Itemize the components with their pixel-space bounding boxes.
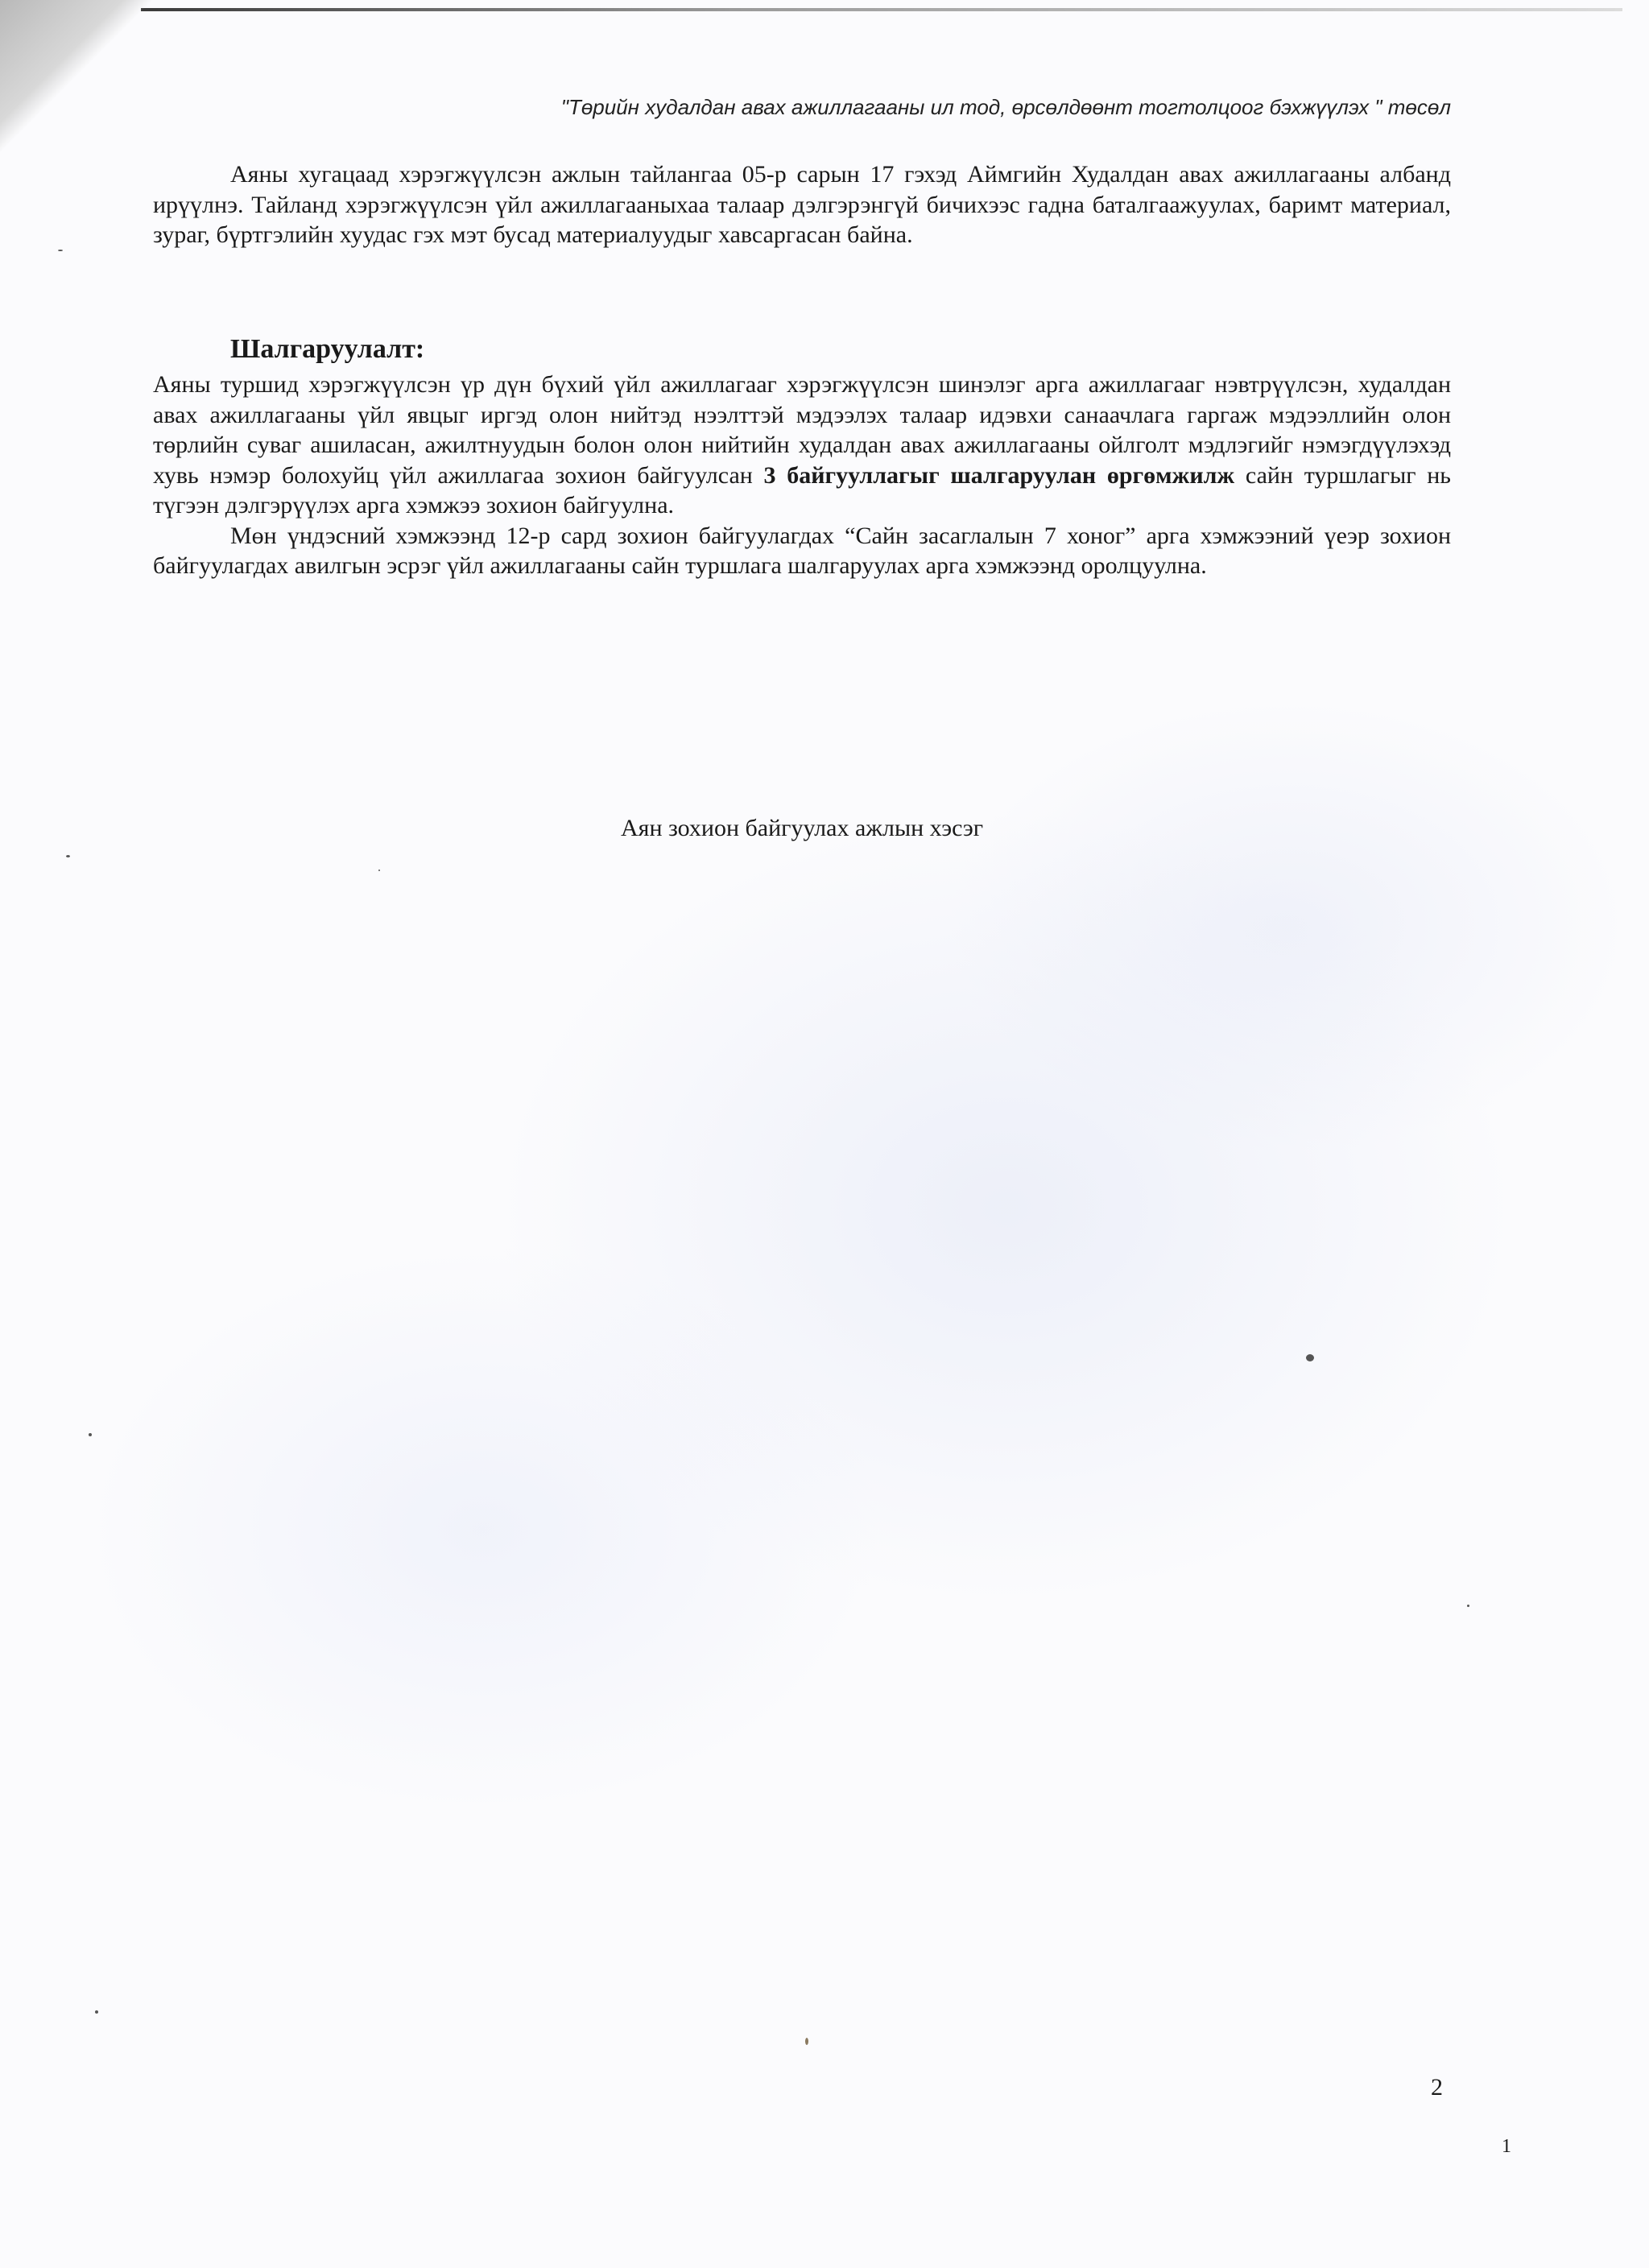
scan-speck — [1467, 1605, 1469, 1607]
stamp-number: 1 — [1502, 2136, 1511, 2157]
scan-speck — [58, 250, 63, 251]
folded-corner — [0, 0, 153, 153]
scan-speck — [1306, 1354, 1314, 1361]
working-group-caption: Аян зохион байгуулах ажлын хэсэг — [620, 815, 984, 841]
paragraph-selection — [153, 370, 1451, 581]
paragraph-2-text — [153, 370, 1451, 521]
paragraph-2-part2: сайн туршлагыг нь түгээн дэлгэрүүлэх арга хэмжээ зохион байгуулна. — [153, 461, 1451, 518]
running-header: "Төрийн худалдан авах ажиллагааны ил тод, өрсөлдөөнт тогтолцоог бэхжүүлэх " төсөл — [560, 95, 1451, 119]
paragraph-2-part1: Аяны туршид хэрэгжүүлсэн үр дүн бүхий үйл ажиллагааг хэрэгжүүлсэн шинэлэг арга ажиллагааг нэвтрүүлсэн, худалдан авах ажиллагааны үйл явцыг иргэд олон нийтэд нээлттэй мэдээлэх талаар идэвхи санаачлага гаргаж мэдээллийн олон төрлийн суваг ашиласан, ажилтнуудын болон олон нийтийн худалдан авах ажиллагааны ойлголт мэдлэгийг нэмэгдүүлэхэд хувь нэмэр болохуйц үйл ажиллагаа зохион байгуулсан — [153, 371, 1451, 489]
scan-speck — [378, 870, 380, 871]
scan-speck — [95, 2010, 98, 2014]
scan-speck — [805, 2038, 808, 2045]
scan-top-edge — [141, 8, 1622, 11]
paragraph-report-deadline — [153, 159, 1451, 250]
scan-speck — [66, 855, 70, 857]
page-number: 2 — [1431, 2074, 1443, 2101]
paragraph-2-bold: 3 байгууллагыг шалгаруулан өргөмжилж — [763, 461, 1235, 489]
scan-speck — [89, 1433, 92, 1436]
paragraph-1-text: Аяны хугацаад хэрэгжүүлсэн ажлын тайлангаа 05-р сарын 17 гэхэд Аймгийн Худалдан авах ажиллагааны албанд ирүүлнэ. Тайланд хэрэгжүүлсэн үйл ажиллагааныхаа талаар дэлгэрэнгүй бичихээс гадна баталгаажуулах, баримт материал, зураг, бүртгэлийн хуудас гэх мэт бусад материалуудыг хавсаргасан байна. — [153, 161, 1451, 248]
paragraph-3-text: Мөн үндэсний хэмжээнд 12-р сард зохион байгуулагдах “Сайн засаглалын 7 хоног” арга хэмжээний үеэр зохион байгуулагдах авилгын эсрэг үйл ажиллагааны сайн туршлага шалгаруулах арга хэмжээнд оролцуулна. — [153, 522, 1451, 579]
section-heading: Шалгаруулалт: — [230, 334, 425, 364]
